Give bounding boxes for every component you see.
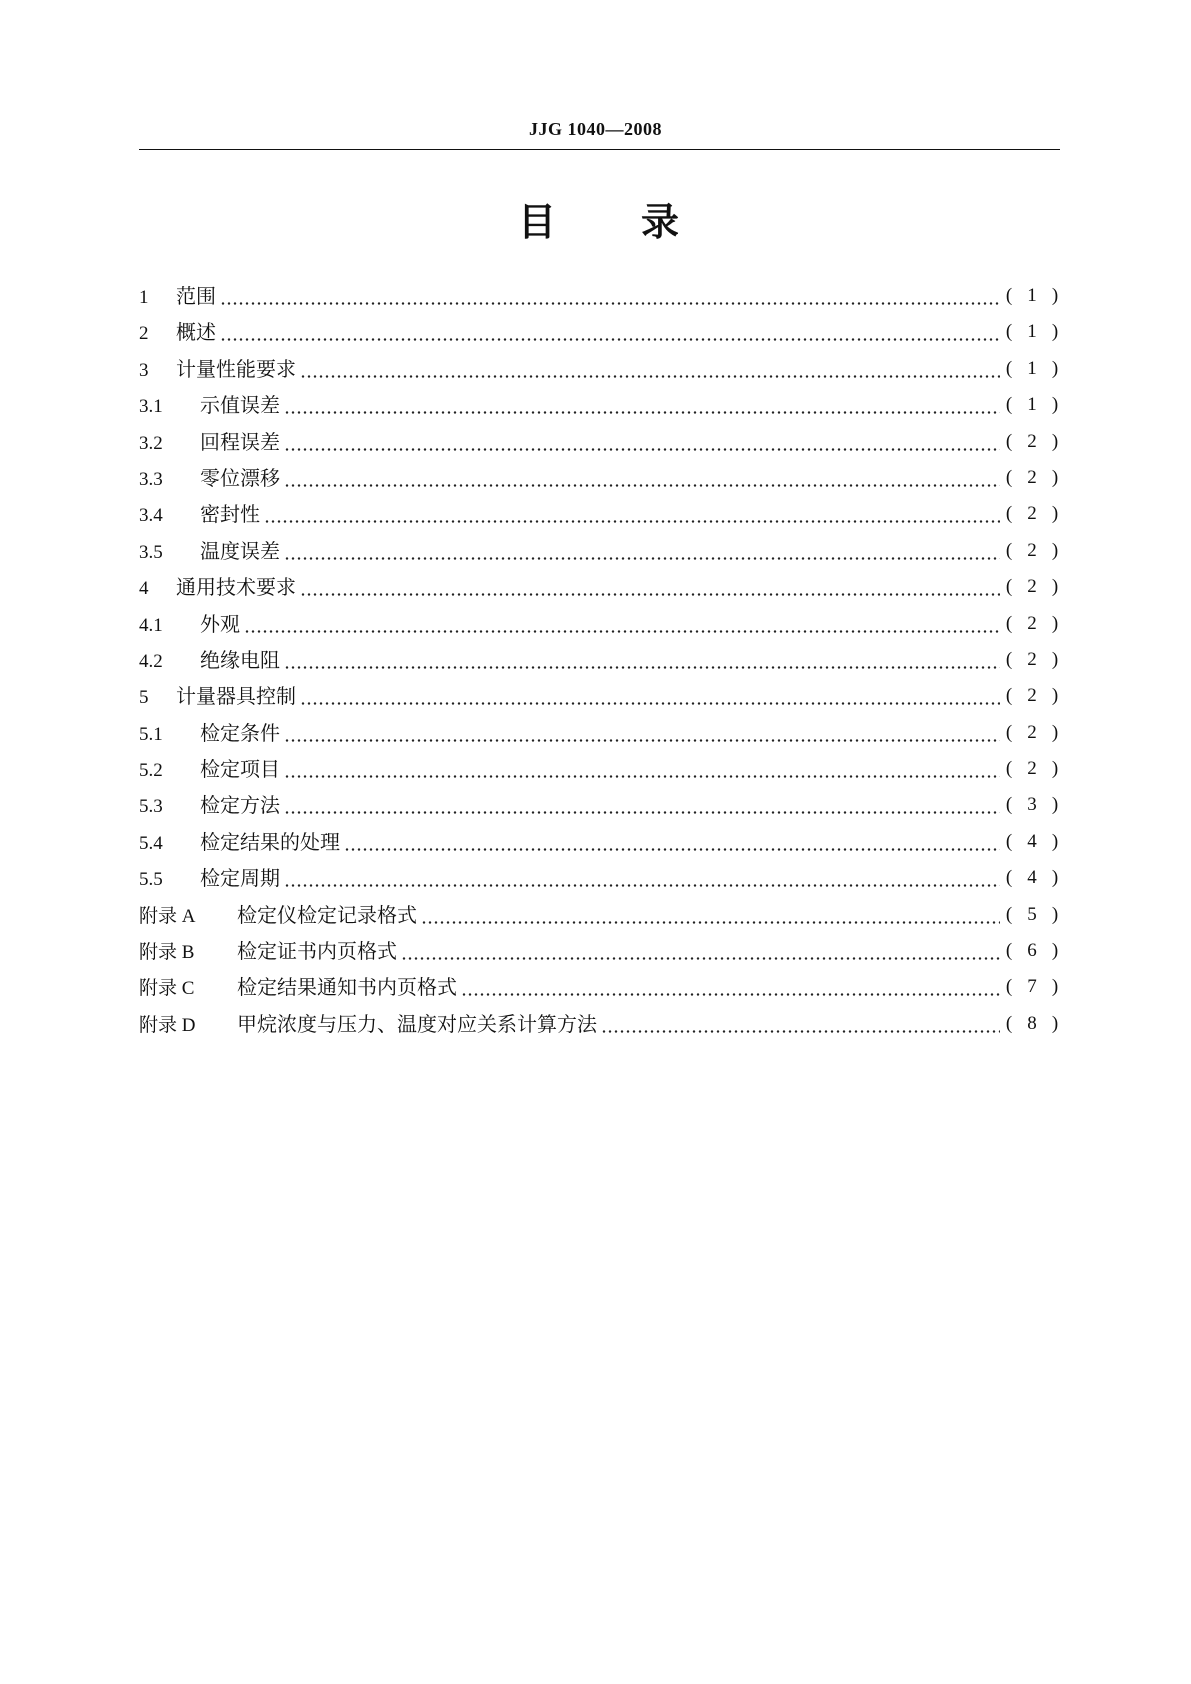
toc-entry-text	[139, 974, 459, 1002]
toc-entry-page-number: 2	[1027, 758, 1037, 780]
toc-entry[interactable]	[139, 899, 1060, 935]
toc-entry-page-number: 2	[1027, 430, 1037, 452]
toc-entry-page	[1004, 501, 1060, 527]
toc-entry-page-number: 4	[1027, 830, 1037, 852]
toc-entry-page	[1004, 974, 1060, 1000]
toc-entry-text	[139, 683, 298, 711]
toc-entry-text	[139, 356, 298, 384]
toc-title-char-2: 录	[641, 200, 680, 244]
toc-entry[interactable]	[139, 1008, 1060, 1044]
dot-leader	[220, 302, 1000, 305]
toc-entry[interactable]	[139, 535, 1060, 571]
toc-entry-page-number: 2	[1027, 503, 1037, 525]
dot-leader	[284, 739, 1000, 742]
toc-entry-text	[139, 902, 419, 930]
page-paren-close: )	[1051, 285, 1059, 306]
header-rule	[139, 149, 1060, 150]
page-paren-open: (	[1005, 321, 1013, 343]
toc-entry-number: 4.2	[139, 650, 163, 672]
toc-title-char-1: 目	[518, 200, 557, 244]
dot-leader	[284, 666, 1000, 669]
toc-entry-page-number: 7	[1027, 976, 1037, 998]
toc-entry-label: 计量性能要求	[176, 356, 296, 381]
toc-entry-page-number: 2	[1027, 466, 1037, 488]
toc-entry-text	[139, 283, 218, 311]
toc-entry-number: 3.5	[139, 541, 163, 563]
toc-entry-label: 检定仪检定记录格式	[237, 902, 417, 927]
page-paren-close: )	[1051, 321, 1059, 343]
toc-entry[interactable]	[139, 498, 1060, 534]
toc-entry-page	[1004, 865, 1060, 891]
toc-entry-text	[139, 611, 242, 639]
toc-entry-number: 3.3	[139, 468, 163, 490]
page-paren-close: )	[1051, 830, 1059, 852]
toc-entry[interactable]	[139, 935, 1060, 971]
dot-leader	[401, 957, 1000, 960]
toc-entry-text	[139, 720, 282, 748]
page-paren-open: (	[1005, 867, 1013, 889]
dot-leader	[284, 557, 1000, 560]
dot-leader	[284, 484, 1000, 487]
toc-entry[interactable]	[139, 680, 1060, 716]
page-paren-open: (	[1005, 612, 1013, 634]
toc-entry-text	[139, 429, 282, 457]
toc-entry-page	[1004, 792, 1060, 818]
dot-leader	[284, 811, 1000, 814]
toc-entry[interactable]	[139, 389, 1060, 425]
toc-entry-page	[1004, 538, 1060, 564]
toc-entry-page	[1004, 319, 1060, 345]
page-paren-open: (	[1005, 830, 1013, 852]
toc-entry-label: 甲烷浓度与压力、温度对应关系计算方法	[237, 1011, 597, 1036]
table-of-contents	[139, 280, 1060, 1044]
toc-entry-number: 附录 C	[139, 978, 195, 1000]
page-paren-open: (	[1005, 539, 1013, 561]
page-paren-open: (	[1005, 758, 1013, 780]
toc-entry-page	[1004, 938, 1060, 964]
page-paren-close: )	[1051, 794, 1059, 816]
page-paren-open: (	[1005, 503, 1013, 525]
toc-entry-label: 检定周期	[200, 866, 280, 891]
page-paren-open: (	[1005, 940, 1013, 962]
toc-entry-page-number: 2	[1027, 721, 1037, 743]
page-paren-close: )	[1051, 503, 1059, 525]
toc-entry[interactable]	[139, 462, 1060, 498]
toc-entry-text	[139, 938, 399, 966]
toc-entry-number: 1	[139, 287, 149, 308]
toc-entry-text	[139, 574, 298, 602]
toc-entry-page-number: 6	[1027, 940, 1037, 962]
page-paren-close: )	[1051, 758, 1059, 780]
toc-entry-page-number: 2	[1027, 539, 1037, 561]
toc-entry-text	[139, 756, 282, 784]
toc-entry-page-number: 8	[1027, 1012, 1037, 1034]
toc-entry-number: 附录 D	[139, 1014, 196, 1036]
toc-entry-label: 密封性	[200, 502, 260, 527]
toc-entry-number: 3.4	[139, 505, 163, 527]
toc-entry[interactable]	[139, 971, 1060, 1007]
page-paren-open: (	[1005, 903, 1013, 925]
page-paren-close: )	[1051, 394, 1059, 416]
toc-entry[interactable]	[139, 353, 1060, 389]
page-paren-open: (	[1005, 576, 1013, 598]
page-paren-open: (	[1005, 430, 1013, 452]
page-paren-open: (	[1005, 685, 1013, 707]
toc-entry[interactable]	[139, 753, 1060, 789]
toc-entry-page-number: 1	[1027, 394, 1037, 416]
toc-entry[interactable]	[139, 862, 1060, 898]
page-paren-close: )	[1051, 1012, 1059, 1034]
toc-entry-label: 检定证书内页格式	[237, 939, 397, 964]
toc-entry-number: 4	[139, 578, 149, 600]
toc-entry-text	[139, 319, 218, 347]
toc-entry-text	[139, 538, 282, 566]
toc-entry-number: 5.3	[139, 796, 163, 818]
toc-entry[interactable]	[139, 717, 1060, 753]
toc-entry-label: 计量器具控制	[176, 684, 296, 709]
dot-leader	[284, 884, 1000, 887]
page-paren-close: )	[1051, 612, 1059, 634]
toc-entry-label: 通用技术要求	[176, 575, 296, 600]
dot-leader	[284, 448, 1000, 451]
toc-entry-page-number: 2	[1027, 576, 1037, 598]
toc-entry-number: 3.2	[139, 432, 163, 454]
toc-entry-page	[1004, 283, 1060, 309]
dot-leader	[601, 1030, 1000, 1033]
toc-entry-page	[1004, 902, 1060, 928]
toc-entry[interactable]	[139, 608, 1060, 644]
toc-entry[interactable]	[139, 280, 1060, 316]
page-paren-close: )	[1051, 940, 1059, 962]
page-paren-close: )	[1051, 576, 1059, 598]
toc-entry-label: 示值误差	[200, 393, 280, 418]
toc-entry-page	[1004, 720, 1060, 746]
toc-entry-page	[1004, 1011, 1060, 1037]
dot-leader	[220, 338, 1000, 341]
toc-entry-number: 5.2	[139, 760, 163, 782]
page-paren-close: )	[1051, 867, 1059, 889]
toc-entry-label: 绝缘电阻	[200, 647, 280, 672]
dot-leader	[461, 993, 1000, 996]
toc-entry-number: 4.1	[139, 614, 163, 636]
toc-entry-page-number: 5	[1027, 903, 1037, 925]
toc-entry-page-number: 2	[1027, 648, 1037, 670]
toc-entry-label: 检定结果通知书内页格式	[237, 975, 457, 1000]
toc-entry-page-number: 1	[1027, 357, 1037, 379]
dot-leader	[244, 630, 1000, 633]
dot-leader	[300, 702, 1000, 705]
toc-entry-page-number: 2	[1027, 685, 1037, 707]
toc-entry-label: 概述	[176, 320, 216, 345]
toc-entry-page	[1004, 429, 1060, 455]
toc-entry-page	[1004, 647, 1060, 673]
page-paren-close: )	[1051, 721, 1059, 743]
toc-entry-page-number: 4	[1027, 867, 1037, 889]
page-paren-close: )	[1051, 539, 1059, 561]
dot-leader	[421, 921, 1000, 924]
page-paren-open: (	[1005, 466, 1013, 488]
dot-leader	[344, 848, 1000, 851]
toc-entry[interactable]	[139, 789, 1060, 825]
page-paren-close: )	[1051, 685, 1059, 707]
toc-entry-text	[139, 647, 282, 675]
toc-entry-text	[139, 829, 342, 857]
toc-entry-page	[1004, 465, 1060, 491]
page-paren-open: (	[1005, 285, 1013, 306]
toc-entry-page	[1004, 574, 1060, 600]
toc-entry-number: 5.4	[139, 832, 163, 854]
toc-entry-page-number: 1	[1027, 321, 1037, 343]
toc-entry-label: 零位漂移	[200, 465, 280, 490]
toc-entry-number: 附录 B	[139, 942, 195, 964]
toc-entry-label: 检定条件	[200, 720, 280, 745]
page-paren-close: )	[1051, 466, 1059, 488]
toc-entry-number: 附录 A	[139, 905, 196, 927]
toc-entry-number: 5.5	[139, 869, 163, 891]
page-paren-open: (	[1005, 794, 1013, 816]
toc-entry-page	[1004, 683, 1060, 709]
toc-entry-page-number: 3	[1027, 794, 1037, 816]
toc-entry-number: 5.1	[139, 723, 163, 745]
toc-entry[interactable]	[139, 571, 1060, 607]
toc-entry-label: 检定结果的处理	[200, 829, 340, 854]
toc-entry-text	[139, 392, 282, 420]
toc-entry-page	[1004, 611, 1060, 637]
toc-entry-page	[1004, 756, 1060, 782]
toc-entry-text	[139, 792, 282, 820]
toc-entry-label: 回程误差	[200, 429, 280, 454]
page-paren-close: )	[1051, 430, 1059, 452]
toc-entry-label: 外观	[200, 611, 240, 636]
toc-entry-page	[1004, 392, 1060, 418]
page-paren-open: (	[1005, 1012, 1013, 1034]
page-paren-open: (	[1005, 394, 1013, 416]
toc-entry-label: 范围	[176, 284, 216, 308]
page-paren-close: )	[1051, 903, 1059, 925]
toc-entry[interactable]	[139, 826, 1060, 862]
dot-leader	[300, 375, 1000, 378]
toc-entry-number: 3	[139, 359, 149, 381]
toc-entry-number: 2	[139, 323, 149, 345]
toc-entry[interactable]	[139, 426, 1060, 462]
toc-entry-number: 3.1	[139, 396, 163, 418]
dot-leader	[264, 520, 1000, 523]
page-paren-close: )	[1051, 648, 1059, 670]
toc-entry-text	[139, 865, 282, 893]
document-code-header: JJG 1040—2008	[528, 119, 662, 139]
page-paren-open: (	[1005, 721, 1013, 743]
toc-entry-page	[1004, 829, 1060, 855]
toc-entry-number: 5	[139, 687, 149, 709]
dot-leader	[284, 775, 1000, 778]
dot-leader	[284, 411, 1000, 414]
page-paren-close: )	[1051, 976, 1059, 998]
toc-entry-label: 检定项目	[200, 757, 280, 782]
toc-entry-text	[139, 501, 262, 529]
toc-entry[interactable]	[139, 316, 1060, 352]
toc-entry[interactable]	[139, 644, 1060, 680]
toc-entry-page-number: 1	[1027, 285, 1037, 306]
toc-entry-label: 检定方法	[200, 793, 280, 818]
toc-entry-text	[139, 465, 282, 493]
toc-entry-text	[139, 1011, 599, 1039]
dot-leader	[300, 593, 1000, 596]
page-paren-close: )	[1051, 357, 1059, 379]
page-paren-open: (	[1005, 357, 1013, 379]
page-paren-open: (	[1005, 648, 1013, 670]
toc-entry-page	[1004, 356, 1060, 382]
toc-entry-label: 温度误差	[200, 538, 280, 563]
page-paren-open: (	[1005, 976, 1013, 998]
toc-entry-page-number: 2	[1027, 612, 1037, 634]
